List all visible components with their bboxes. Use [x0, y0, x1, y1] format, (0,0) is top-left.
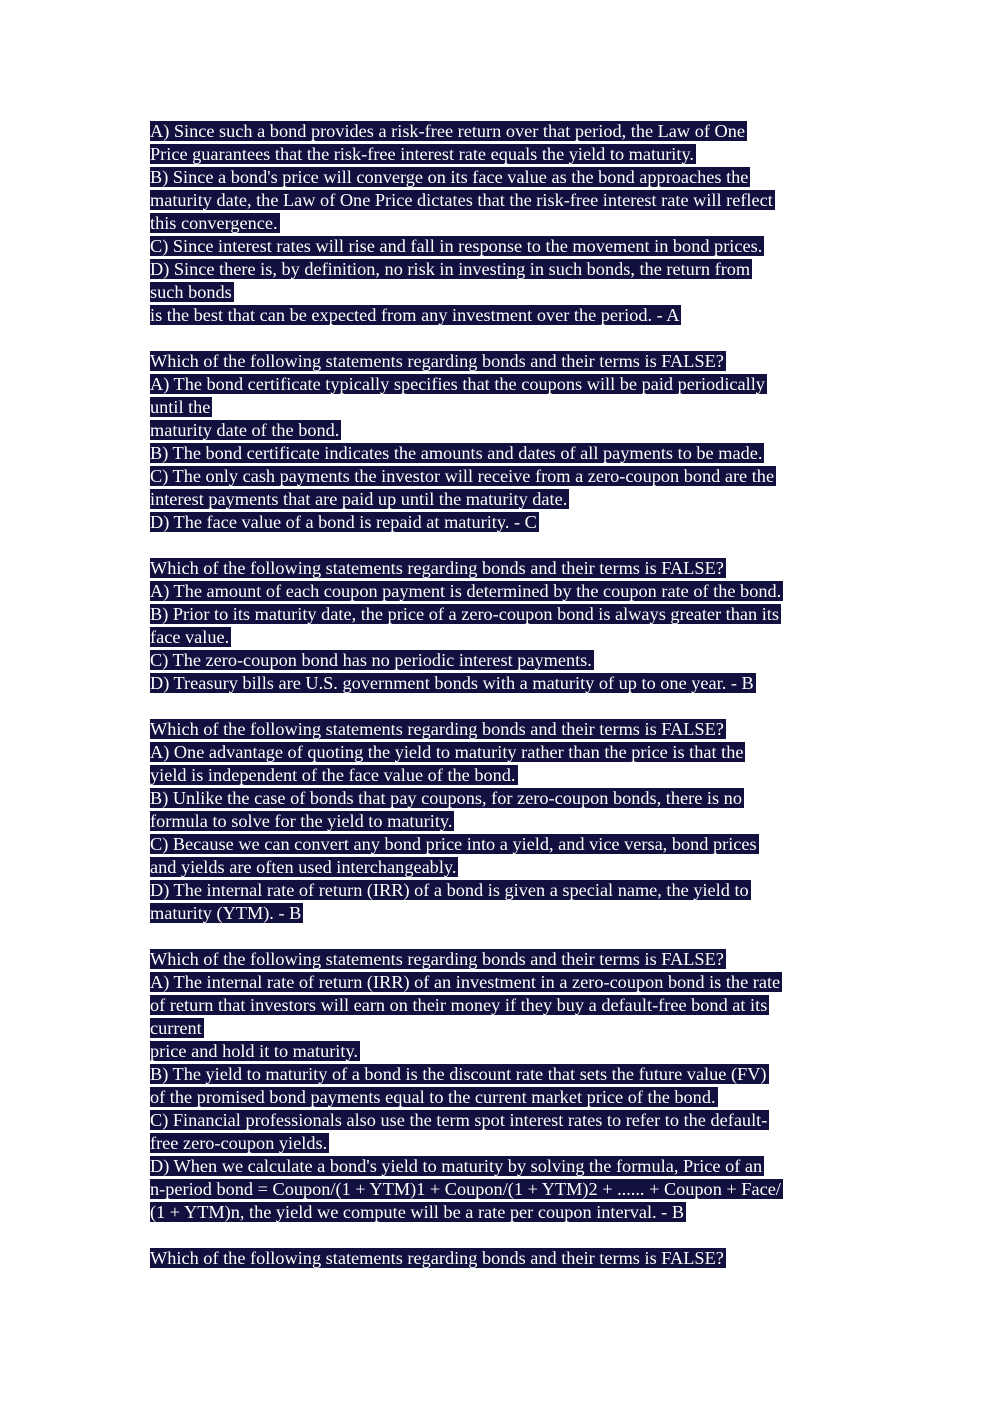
selected-text: such bonds [150, 282, 232, 302]
selected-text: A) The bond certificate typically specifies that the coupons will be paid periodically [150, 374, 765, 394]
selected-text: current [150, 1018, 202, 1038]
selected-text: A) The internal rate of return (IRR) of an investment in a zero-coupon bond is the rate [150, 972, 781, 992]
document-page [150, 120, 850, 1293]
text-line[interactable] [150, 258, 850, 281]
selected-text: D) When we calculate a bond's yield to maturity by solving the formula, Price of an [150, 1156, 763, 1176]
text-line[interactable] [150, 1132, 850, 1155]
text-line[interactable] [150, 1178, 850, 1201]
selected-text: A) Since such a bond provides a risk-free return over that period, the Law of One [150, 121, 745, 141]
text-line[interactable] [150, 304, 850, 327]
selected-text: C) The zero-coupon bond has no periodic interest payments. [150, 650, 592, 670]
text-line[interactable] [150, 212, 850, 235]
selected-text: Which of the following statements regarding bonds and their terms is FALSE? [150, 558, 724, 578]
selected-text: B) The bond certificate indicates the amounts and dates of all payments to be made. [150, 443, 763, 463]
text-line[interactable] [150, 465, 850, 488]
selected-text: D) Treasury bills are U.S. government bonds with a maturity of up to one year. - B [150, 673, 754, 693]
selected-text: is the best that can be expected from any investment over the period. - A [150, 305, 680, 325]
text-line[interactable] [150, 488, 850, 511]
text-line[interactable] [150, 396, 850, 419]
selected-text: C) The only cash payments the investor will receive from a zero-coupon bond are the [150, 466, 775, 486]
text-line[interactable] [150, 603, 850, 626]
text-line[interactable] [150, 580, 850, 603]
text-line[interactable] [150, 649, 850, 672]
text-line[interactable] [150, 235, 850, 258]
text-line[interactable] [150, 626, 850, 649]
selected-text: this convergence. [150, 213, 278, 233]
selected-text: B) Prior to its maturity date, the price of a zero-coupon bond is always greater than its [150, 604, 779, 624]
selected-text: n-period bond = Coupon/(1 + YTM)1 + Coupon/(1 + YTM)2 + ...... + Coupon + Face/ [150, 1179, 781, 1199]
text-line[interactable] [150, 1109, 850, 1132]
text-line[interactable] [150, 557, 850, 580]
text-line[interactable] [150, 1017, 850, 1040]
text-line[interactable] [150, 419, 850, 442]
text-line[interactable] [150, 511, 850, 534]
selected-text: price and hold it to maturity. [150, 1041, 358, 1061]
text-line[interactable] [150, 1201, 850, 1224]
text-line[interactable] [150, 833, 850, 856]
selected-text: free zero-coupon yields. [150, 1133, 328, 1153]
text-line[interactable] [150, 1155, 850, 1178]
text-line[interactable] [150, 442, 850, 465]
selected-text: C) Since interest rates will rise and fall in response to the movement in bond prices. [150, 236, 763, 256]
selected-text: D) Since there is, by definition, no risk in investing in such bonds, the return from [150, 259, 751, 279]
text-line[interactable] [150, 166, 850, 189]
text-line[interactable] [150, 764, 850, 787]
text-line[interactable] [150, 1063, 850, 1086]
text-line[interactable] [150, 281, 850, 304]
text-line[interactable] [150, 189, 850, 212]
selected-text: until the [150, 397, 211, 417]
text-line[interactable] [150, 971, 850, 994]
selected-text: A) One advantage of quoting the yield to maturity rather than the price is that the [150, 742, 744, 762]
text-line[interactable] [150, 718, 850, 741]
selected-text: maturity (YTM). - B [150, 903, 302, 923]
selected-text: B) Since a bond's price will converge on its face value as the bond approaches the [150, 167, 749, 187]
selected-text: Which of the following statements regarding bonds and their terms is FALSE? [150, 1248, 724, 1268]
text-line[interactable] [150, 1086, 850, 1109]
selected-text: (1 + YTM)n, the yield we compute will be a rate per coupon interval. - B [150, 1202, 685, 1222]
selected-text: A) The amount of each coupon payment is determined by the coupon rate of the bond. [150, 581, 782, 601]
selected-text: interest payments that are paid up until the maturity date. [150, 489, 568, 509]
text-line[interactable] [150, 879, 850, 902]
text-line[interactable] [150, 902, 850, 925]
selected-text: C) Because we can convert any bond price into a yield, and vice versa, bond prices [150, 834, 757, 854]
selected-text: yield is independent of the face value of the bond. [150, 765, 516, 785]
text-line[interactable] [150, 1247, 850, 1270]
text-line[interactable] [150, 672, 850, 695]
text-line[interactable] [150, 810, 850, 833]
selected-text: maturity date, the Law of One Price dictates that the risk-free interest rate will reflect [150, 190, 773, 210]
selected-text: of the promised bond payments equal to the current market price of the bond. [150, 1087, 716, 1107]
text-block [150, 1247, 850, 1270]
text-line[interactable] [150, 994, 850, 1017]
text-line[interactable] [150, 856, 850, 879]
text-block [150, 120, 850, 327]
text-line[interactable] [150, 741, 850, 764]
text-line[interactable] [150, 350, 850, 373]
text-block [150, 350, 850, 534]
selected-text: formula to solve for the yield to maturity. [150, 811, 453, 831]
text-line[interactable] [150, 143, 850, 166]
selected-text: D) The face value of a bond is repaid at maturity. - C [150, 512, 537, 532]
selected-text: Which of the following statements regarding bonds and their terms is FALSE? [150, 949, 724, 969]
selected-text: D) The internal rate of return (IRR) of a bond is given a special name, the yield to [150, 880, 749, 900]
text-line[interactable] [150, 120, 850, 143]
text-line[interactable] [150, 948, 850, 971]
selected-text: Which of the following statements regarding bonds and their terms is FALSE? [150, 351, 724, 371]
selected-text: face value. [150, 627, 230, 647]
text-line[interactable] [150, 787, 850, 810]
text-line[interactable] [150, 373, 850, 396]
text-block [150, 718, 850, 925]
selected-text: Which of the following statements regarding bonds and their terms is FALSE? [150, 719, 724, 739]
text-block [150, 557, 850, 695]
selected-text: maturity date of the bond. [150, 420, 340, 440]
text-line[interactable] [150, 1040, 850, 1063]
selected-text: B) The yield to maturity of a bond is the discount rate that sets the future value (FV) [150, 1064, 767, 1084]
selected-text: of return that investors will earn on their money if they buy a default-free bond at its [150, 995, 768, 1015]
selected-text: B) Unlike the case of bonds that pay coupons, for zero-coupon bonds, there is no [150, 788, 742, 808]
selected-text: and yields are often used interchangeably. [150, 857, 457, 877]
selected-text: Price guarantees that the risk-free interest rate equals the yield to maturity. [150, 144, 694, 164]
selected-text: C) Financial professionals also use the term spot interest rates to refer to the default- [150, 1110, 768, 1130]
text-block [150, 948, 850, 1224]
